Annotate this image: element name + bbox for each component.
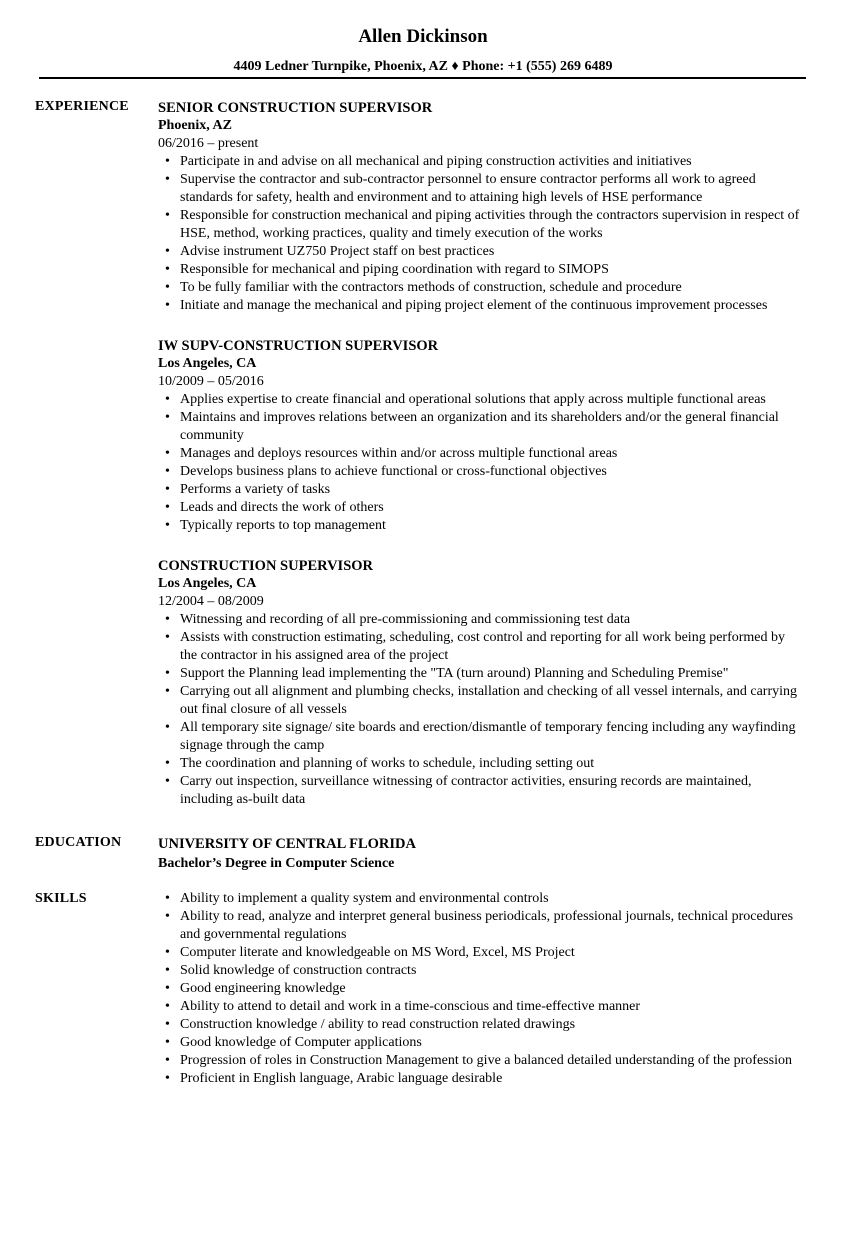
job-title: CONSTRUCTION SUPERVISOR — [158, 558, 374, 574]
job-entry — [158, 337, 818, 535]
list-item: • Construction knowledge / ability to read construction related drawings — [158, 1016, 804, 1034]
list-item: • Manages and deploys resources within and/or across multiple functional areas — [158, 445, 804, 463]
job-location: Los Angeles, CA — [158, 356, 257, 371]
experience-heading: EXPERIENCE — [35, 99, 129, 114]
school-name: UNIVERSITY OF CENTRAL FLORIDA — [158, 836, 416, 852]
list-item: • Computer literate and knowledgeable on MS Word, Excel, MS Project — [158, 944, 804, 962]
job-dates: 10/2009 – 05/2016 — [158, 374, 264, 389]
list-item: • Maintains and improves relations between an organization and its shareholders and/or the general financial community — [158, 409, 804, 445]
list-item: • Carrying out all alignment and plumbing checks, installation and checking of all vessel internals, and carrying out final closure of all vessels — [158, 683, 804, 719]
job-title: IW SUPV-CONSTRUCTION SUPERVISOR — [158, 338, 439, 354]
list-item: • Good knowledge of Computer applications — [158, 1034, 804, 1052]
list-item: • Carry out inspection, surveillance witnessing of contractor activities, ensuring records are maintained, including as-built data — [158, 773, 804, 809]
job-title: SENIOR CONSTRUCTION SUPERVISOR — [158, 100, 433, 116]
list-item: • Develops business plans to achieve functional or cross-functional objectives — [158, 463, 804, 481]
list-item: • Responsible for mechanical and piping coordination with regard to SIMOPS — [158, 261, 804, 279]
contact-line: 4409 Ledner Turnpike, Phoenix, AZ ♦ Phone: +1 (555) 269 6489 — [233, 59, 613, 74]
job-entry — [158, 99, 818, 315]
list-item: • Assists with construction estimating, scheduling, cost control and reporting for all work being performed by the contractor in his assigned area of the project — [158, 629, 804, 665]
list-item: • Responsible for construction mechanical and piping activities through the contractors supervision in respect of HSE, method, working practices, quality and timely execution of the works — [158, 207, 804, 243]
list-item: • Ability to implement a quality system and environmental controls — [158, 890, 804, 908]
job-location: Los Angeles, CA — [158, 576, 257, 591]
list-item: • Ability to read, analyze and interpret general business periodicals, professional journals, technical procedures and governmental regulations — [158, 908, 804, 944]
skills-entry — [158, 890, 818, 1088]
job-dates: 06/2016 – present — [158, 136, 259, 151]
list-item: • To be fully familiar with the contractors methods of construction, schedule and procedure — [158, 279, 804, 297]
list-item: • Advise instrument UZ750 Project staff on best practices — [158, 243, 804, 261]
header-divider — [39, 77, 806, 79]
list-item: • Typically reports to top management — [158, 517, 804, 535]
job-duties-list — [158, 611, 818, 809]
list-item: • Progression of roles in Construction Management to give a balanced detailed understanding of the profession — [158, 1052, 804, 1070]
job-duties-list — [158, 391, 818, 535]
education-heading: EDUCATION — [35, 835, 122, 850]
list-item: • Performs a variety of tasks — [158, 481, 804, 499]
job-location: Phoenix, AZ — [158, 118, 232, 133]
list-item: • Applies expertise to create financial and operational solutions that apply across multiple functional areas — [158, 391, 804, 409]
degree: Bachelor’s Degree in Computer Science — [158, 856, 395, 871]
list-item: • All temporary site signage/ site boards and erection/dismantle of temporary fencing including any wayfinding signage through the camp — [158, 719, 804, 755]
list-item: • Initiate and manage the mechanical and piping project element of the continuous improvement processes — [158, 297, 804, 315]
job-entry — [158, 557, 818, 809]
list-item: • The coordination and planning of works to schedule, including setting out — [158, 755, 804, 773]
list-item: • Proficient in English language, Arabic language desirable — [158, 1070, 804, 1088]
skills-heading: SKILLS — [35, 891, 87, 906]
list-item: • Solid knowledge of construction contracts — [158, 962, 804, 980]
job-duties-list — [158, 153, 818, 315]
list-item: • Support the Planning lead implementing the "TA (turn around) Planning and Scheduling Premise" — [158, 665, 804, 683]
list-item: • Witnessing and recording of all pre-commissioning and commissioning test data — [158, 611, 804, 629]
list-item: • Supervise the contractor and sub-contractor personnel to ensure contractor performs all work to agreed standards for safety, health and environment and to attaining high levels of HSE performance — [158, 171, 804, 207]
list-item: • Participate in and advise on all mechanical and piping construction activities and initiatives — [158, 153, 804, 171]
list-item: • Good engineering knowledge — [158, 980, 804, 998]
job-dates: 12/2004 – 08/2009 — [158, 594, 264, 609]
list-item: • Leads and directs the work of others — [158, 499, 804, 517]
education-entry — [158, 835, 818, 875]
skills-list — [158, 890, 818, 1088]
list-item: • Ability to attend to detail and work in a time-conscious and time-effective manner — [158, 998, 804, 1016]
candidate-name: Allen Dickinson — [358, 26, 488, 47]
